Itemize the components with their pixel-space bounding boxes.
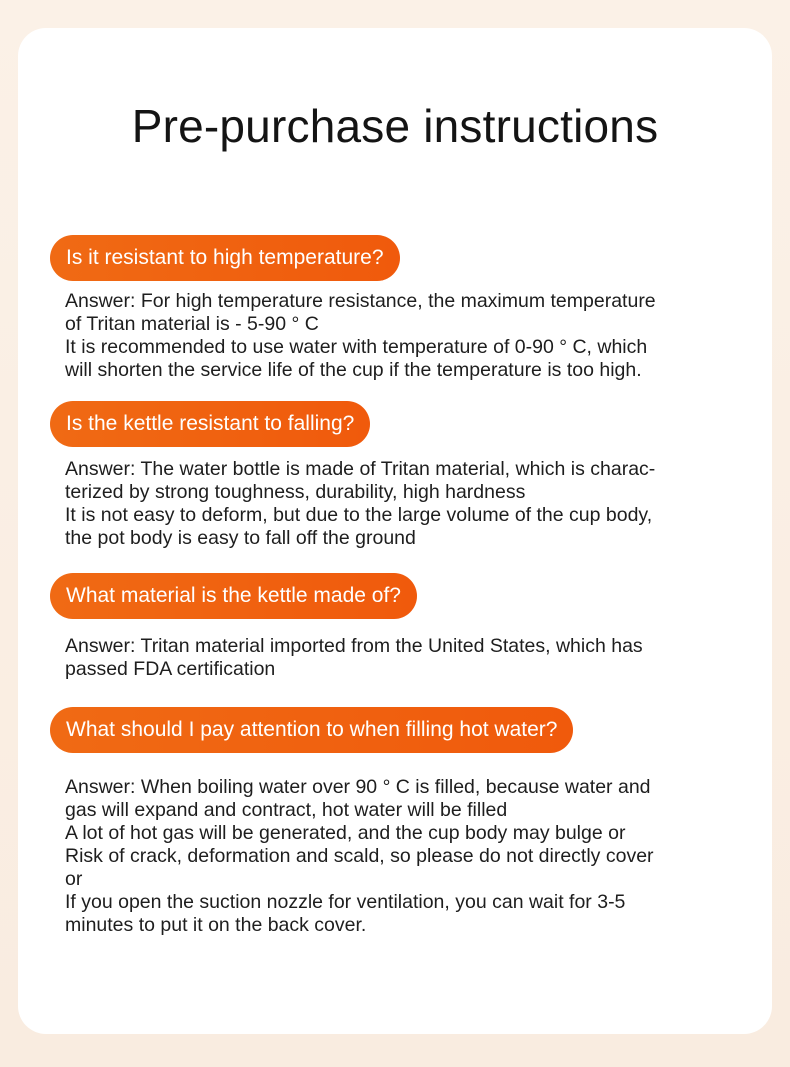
answer-line: minutes to put it on the back cover. bbox=[65, 914, 367, 936]
answer-line: terized by strong toughness, durability, high hardness bbox=[65, 481, 526, 503]
answer-line: gas will expand and contract, hot water will be filled bbox=[65, 799, 508, 821]
answer-line: Answer: The water bottle is made of Tritan material, which is charac- bbox=[65, 458, 656, 480]
answer-falling bbox=[65, 458, 755, 550]
answer-line: It is not easy to deform, but due to the large volume of the cup body, bbox=[65, 504, 653, 526]
answer-line: the pot body is easy to fall off the ground bbox=[65, 527, 416, 549]
page-title: Pre-purchase instructions bbox=[131, 100, 659, 152]
answer-material bbox=[65, 635, 755, 681]
answer-line: Answer: Tritan material imported from the United States, which has bbox=[65, 635, 643, 657]
answer-line: Answer: When boiling water over 90 ° C is filled, because water and bbox=[65, 776, 651, 798]
answer-hot-water bbox=[65, 776, 755, 937]
answer-high-temperature bbox=[65, 290, 755, 382]
question-high-temperature: Is it resistant to high temperature? bbox=[50, 235, 400, 281]
answer-line: Answer: For high temperature resistance, the maximum temperature bbox=[65, 290, 656, 312]
answer-line: A lot of hot gas will be generated, and the cup body may bulge or bbox=[65, 822, 626, 844]
answer-line: of Tritan material is - 5-90 ° C bbox=[65, 313, 319, 335]
answer-line: It is recommended to use water with temperature of 0-90 ° C, which bbox=[65, 336, 648, 358]
question-falling: Is the kettle resistant to falling? bbox=[50, 401, 370, 447]
answer-line: Risk of crack, deformation and scald, so please do not directly cover bbox=[65, 845, 654, 867]
answer-line: or bbox=[65, 868, 83, 890]
question-hot-water: What should I pay attention to when filling hot water? bbox=[50, 707, 573, 753]
answer-line: passed FDA certification bbox=[65, 658, 276, 680]
question-material: What material is the kettle made of? bbox=[50, 573, 417, 619]
answer-line: If you open the suction nozzle for ventilation, you can wait for 3-5 bbox=[65, 891, 626, 913]
answer-line: will shorten the service life of the cup if the temperature is too high. bbox=[65, 359, 642, 381]
